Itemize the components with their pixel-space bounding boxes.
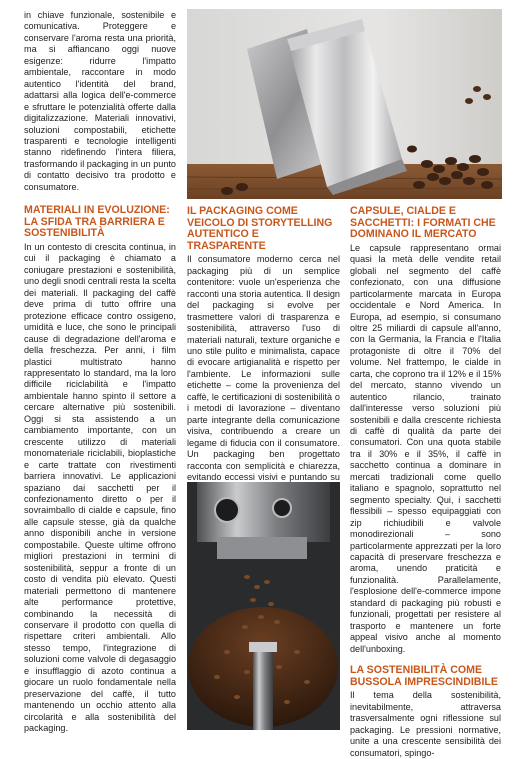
column-left: [24, 10, 176, 735]
section-heading-sustainability: LA SOSTENIBILITÀ COME BUSSOLA IMPRESCINDIBILE: [350, 664, 498, 688]
section-body-formats: Le capsule rappresentano ormai quasi la metà delle vendite retail globali nel segmento del caffè confezionato, con una diffusione particolarmente marcata in Europa occidentale e Nord America. In Europa, ad esempio, si consumano oltre 25 miliardi di capsule all'anno, con la Germania, la Francia e l'Italia protagoniste di oltre il 70% del volume. Nel frattempo, le cialde in carta, che coprono tra il 12% e il 15% del mercato, stanno vivendo un autentico rilancio, trainato dall'interesse verso soluzioni più sostenibili e dalla crescente richiesta di caffè di qualità da parte dei consumatori. Con una quota stabile tra il 30% e il 35%, il caffè in sacchetto continua a dominare in mercati tradizionali come quello italiano e spagnolo, soprattutto nel segmento specialty. Qui, i sacchetti flessibili – spesso equipaggiati con zip richiudibili e valvole monodirezionali – sono particolarmente apprezzati per la loro capacità di preservare freschezza e aroma, unendo praticità e funzionalità. Parallelamente, l'esplosione dell'e-commerce impone standard di packaging più robusti e funzionali, progettati per resistere al trasporto e mantenere un forte appeal visivo anche al momento dell'unboxing.: [350, 242, 501, 654]
section-heading-materials: MATERIALI IN EVOLUZIONE: LA SFIDA TRA BARRIERA E SOSTENIBILITÀ: [24, 204, 170, 240]
section-body-storytelling: Il consumatore moderno cerca nel packaging più di un semplice contenitore: vuole un'esperienza che racconti una storia autentica. Il design del packaging si evolve per trasmettere valori di trasparenza e sostenibilità, attraverso l'uso di materiali naturali, texture organiche e uno stile pulito e minimalista, capace di evocare artigianalità e rispetto per l'ambiente. Le informazioni sulle etichette – come la provenienza del caffè, le certificazioni di sostenibilità o i metodi di lavorazione – diventano parte integrante della comunicazione visiva, contribuendo a creare un legame di fiducia con il consumatore. Un packaging ben progettato racconta con semplicità e chiarezza, evitando eccessi visivi e puntando su: [187, 254, 340, 482]
section-heading-storytelling: IL PACKAGING COME VEICOLO DI STORYTELLING AUTENTICO E TRASPARENTE: [187, 205, 333, 252]
section-heading-formats: CAPSULE, CIALDE E SACCHETTI: I FORMATI CHE DOMINANO IL MERCATO: [350, 205, 496, 241]
section-body-materials: In un contesto di crescita continua, in cui il packaging è chiamato a coniugare prestazioni e sostenibilità, uno degli snodi centrali resta la scelta dei materiali. Il packaging del caffè deve prima di tutto offrire una protezione efficace contro ossigeno, umidità e luce, che sono le principali cause di degradazione dell'aroma e della freschezza. Per anni, i film plastici multistrato hanno rappresentato lo standard, ma la loro difficile riciclabilità e l'impatto ambientale hanno spinto il settore a cercare alternative più sostenibili. Oggi si sta assistendo a un cambiamento importante, con un crescente utilizzo di materiali monomateriale riciclabili, bioplastiche e carte trattate con rivestimenti barriera innovativi. Le applicazioni spaziano dai sacchetti per il confezionamento diretto o per il sovraimballo di cialde e capsule, fino alle capsule stesse, già da qualche anno disponibili anche in versione compostabile. Queste ultime offrono migliori prestazioni in termini di sostenibilità, seppur a fronte di un costo di vendita più elevato. Questi materiali permettono di mantenere alte performance protettive, combinando la necessità di conservare il prodotto con quella di rispettare criteri ambientali. Allo stesso tempo, l'integrazione di soluzioni come valvole di degasaggio e insufflaggio di azoto continua a giocare un ruolo fondamentale nella preservazione del caffè, il tutto mantenendo un occhio attento alla circolarità e alla sostenibilità del packaging.: [24, 242, 176, 734]
column-right: [350, 206, 501, 759]
coffee-bag-photo: [187, 9, 502, 199]
coffee-roaster-photo: [187, 482, 340, 730]
section-body-sustainability: Il tema della sostenibilità, inevitabilmente, attraversa trasversalmente ogni riflessione sul packaging. Le pressioni normative, unite a una crescente sensibilità dei consumatori, spingo-: [350, 690, 501, 758]
column-middle: [187, 206, 340, 518]
intro-paragraph: in chiave funzionale, sostenibile e comunicativa. Proteggere e conservare l'aroma resta una priorità, ma si affiancano oggi nuove esigenze: ridurre l'impatto ambientale, raccontare in modo autentico l'identità del brand, adattarsi alla logica dell'e-commerce e sfruttare le potenzialità offerte dalla digitalizzazione. Materiali innovativi, soluzioni compostabili, etichette trasparenti e tecnologie intelligenti stanno ridefinendo l'intera filiera, trasformando il packaging in un punto di contatto decisivo tra prodotto e consumatore.: [24, 10, 176, 192]
